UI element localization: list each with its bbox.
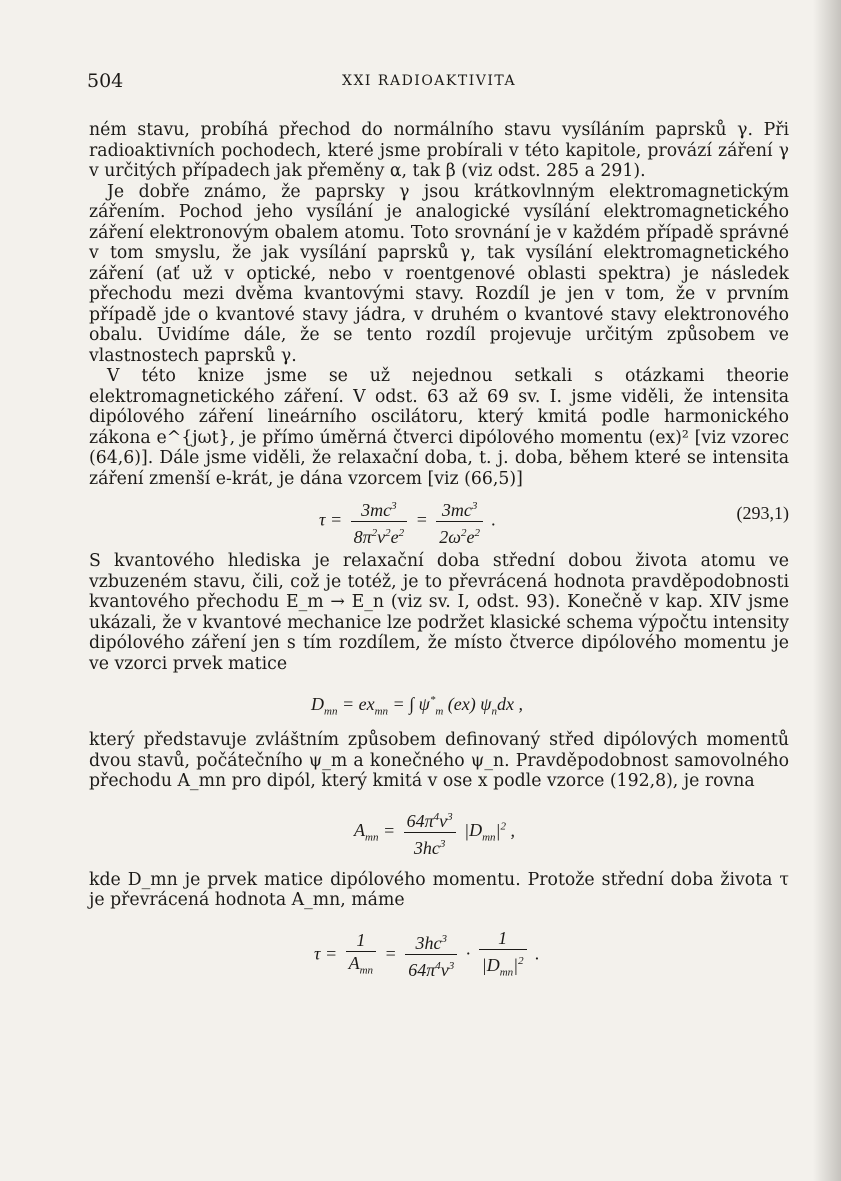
paragraph-1: ném stavu, probíhá přechod do normálního stavu vysíláním paprsků γ. Při radioaktivních pochodech, které jsme probírali v této kapitole, provází záření γ v určitých případech jak přeměny α, tak β (viz odst. 285 a 291). — [89, 120, 789, 181]
paragraph-4: S kvantového hlediska je relaxační doba střední dobou života atomu ve vzbuzeném stavu, čili, což je totéž, je to převrácená hodnota pravděpodobnosti kvantového přechodu E_m → E_n (viz sv. I, odst. 93). Konečně v kap. XIV jsme ukázali, že v kvantové mechanice lze podržet klasické schema výpočtu intensity dipólového záření jen s tím rozdílem, že místo čtverce dipólového momentu je ve vzorci prvek matice — [89, 551, 789, 674]
page-number: 504 — [87, 70, 124, 92]
paragraph-2: Je dobře známo, že paprsky γ jsou krátkovlnným elektromagnetickým zářením. Pochod jeho vysílání je analogické vysílání elektromagnetického záření elektronovým obalem atomu. Toto srovnání je v každém případě správné v tom smyslu, že jak vysílání paprsků γ, tak vysílání elektromagnetického záření (ať už v optické, nebo v roentgenové oblasti spektra) je následek přechodu mezi dvěma kvantovými stavy. Rozdíl je jen v tom, že v prvním případě jde o kvantové stavy jádra, v druhém o kvantové stavy elektronového obalu. Uvidíme dále, že se tento rozdíl projevuje určitým způsobem ve vlastnostech paprsků γ. — [89, 181, 789, 366]
paragraph-6: kde D_mn je prvek matice dipólového momentu. Protože střední doba života τ je převrácená hodnota A_mn, máme — [89, 869, 789, 910]
equation-1 — [89, 489, 789, 551]
equation-1-number: (293,1) — [736, 503, 789, 523]
equation-3 — [89, 792, 789, 870]
paragraph-5: který představuje zvláštním způsobem definovaný střed dipólových momentů dvou stavů, počátečního ψ_m a konečného ψ_n. Pravděpodobnost samovolného přechodu A_mn pro dipól, který kmitá v ose x podle vzorce (192,8), je rovna — [89, 730, 789, 791]
running-head: XXI RADIOAKTIVITA — [342, 73, 517, 89]
equation-2-formula: $D_{mn} = ex_{mn}$ = ∫ $\psi^*_m$ (ex) $\psi_ndx$ , — [311, 694, 523, 718]
equation-4 — [89, 911, 789, 991]
equation-3-formula: $A_{mn}$ = $\frac{64\pi^4\nu^3}{3hc^3}$ $|D_{mn}|^2$ , — [354, 806, 515, 859]
page-edge-shadow — [813, 0, 841, 1181]
equation-4-formula: τ = $\frac{1}{A_{mn}}$ = $\frac{3hc^3}{64\pi^4\nu^3}$ · $\frac{1}{|D_{mn}|^2}$ . — [314, 927, 540, 981]
equation-2 — [89, 674, 789, 730]
equation-1-formula: τ = $\frac{3mc^3}{8\pi^2\nu^2e^2}$ = $\frac{3mc^3}{2\omega^2e^2}$ . — [319, 495, 496, 548]
page-header — [87, 70, 787, 100]
body-text — [89, 120, 789, 991]
paragraph-3: V této knize jsme se už nejednou setkali s otázkami theorie elektromagnetického záření. V odst. 63 až 69 sv. I. jsme viděli, že intensita dipólového záření lineárního oscilátoru, který kmitá podle harmonického zákona e^{jωt}, je přímo úměrná čtverci dipólového momentu (ex)² [viz vzorec (64,6)]. Dále jsme viděli, že relaxační doba, t. j. doba, během které se intensita záření zmenší e-krát, je dána vzorcem [viz (66,5)] — [89, 366, 789, 489]
